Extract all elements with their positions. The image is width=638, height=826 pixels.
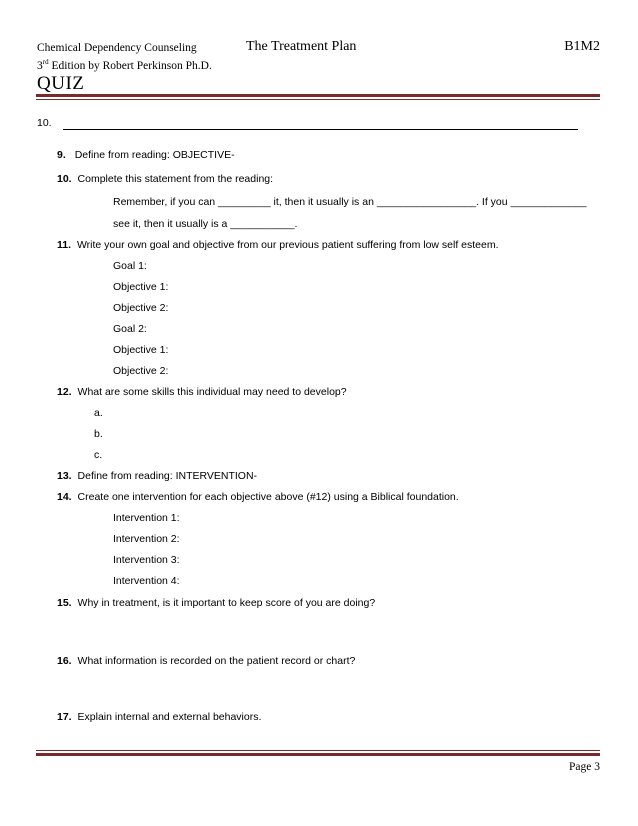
course-title: Chemical Dependency Counseling [37, 42, 197, 54]
question-11-number: 11. [57, 239, 72, 251]
question-16-number: 16. [57, 655, 72, 667]
question-10-statement-line2: see it, then it usually is a ___________. [113, 218, 298, 230]
question-17-number: 17. [57, 711, 72, 723]
footer-rule-thick [36, 753, 600, 756]
question-11-item: Goal 1: [113, 260, 147, 272]
question-12-text: What are some skills this individual may need to develop? [77, 386, 347, 398]
question-12 [57, 386, 347, 398]
question-13-number: 13. [57, 470, 72, 482]
question-13 [57, 470, 257, 482]
question-16-text: What information is recorded on the patient record or chart? [77, 655, 356, 667]
question-15-number: 15. [57, 597, 72, 609]
question-12-item: a. [94, 407, 103, 419]
question-11-item: Objective 2: [113, 302, 169, 314]
question-12-item: b. [94, 428, 103, 440]
question-13-text: Define from reading: INTERVENTION- [77, 470, 258, 482]
question-15 [57, 597, 375, 609]
footer-rule-thin [36, 750, 600, 751]
question-10-number: 10. [57, 173, 72, 185]
question-14-item: Intervention 3: [113, 554, 180, 566]
question-14-item: Intervention 4: [113, 575, 180, 587]
question-10-blank-line [63, 129, 578, 130]
question-17-text: Explain internal and external behaviors. [77, 711, 262, 723]
document-title: The Treatment Plan [246, 39, 357, 54]
question-9-text: Define from reading: OBJECTIVE- [74, 149, 235, 161]
question-14-item: Intervention 1: [113, 512, 180, 524]
question-11-item: Objective 2: [113, 365, 169, 377]
question-11-item: Goal 2: [113, 323, 147, 335]
question-11-text: Write your own goal and objective from our previous patient suffering from low self esteem. [76, 239, 499, 251]
question-9-number: 9. [57, 149, 66, 161]
edition-line [37, 58, 212, 72]
question-12-number: 12. [57, 386, 72, 398]
header-rule-thin [36, 99, 600, 100]
question-10-statement-line1: Remember, if you can _________ it, then it usually is an _________________. If you _____________ [113, 196, 587, 208]
question-14 [57, 491, 459, 503]
page-number: Page 3 [569, 761, 600, 773]
header-rule-thick [36, 94, 600, 97]
question-11-item: Objective 1: [113, 344, 169, 356]
question-17 [57, 711, 261, 723]
question-11 [57, 239, 499, 251]
question-9 [57, 149, 235, 161]
question-14-number: 14. [57, 491, 72, 503]
section-title: QUIZ [37, 73, 85, 94]
course-code: B1M2 [564, 39, 600, 54]
question-11-item: Objective 1: [113, 281, 169, 293]
edition-number: 3 [37, 59, 43, 72]
question-10-text: Complete this statement from the reading: [77, 173, 274, 185]
edition-superscript: rd [42, 58, 49, 66]
question-12-item: c. [94, 449, 103, 461]
question-14-item: Intervention 2: [113, 533, 180, 545]
question-16 [57, 655, 355, 667]
question-15-text: Why in treatment, is it important to keep score of you are doing? [77, 597, 376, 609]
edition-text: Edition by Robert Perkinson Ph.D. [48, 59, 212, 72]
question-10 [57, 173, 273, 185]
question-10-blank-number: 10. [37, 117, 52, 129]
question-14-text: Create one intervention for each objective above (#12) using a Biblical foundation. [77, 491, 459, 503]
